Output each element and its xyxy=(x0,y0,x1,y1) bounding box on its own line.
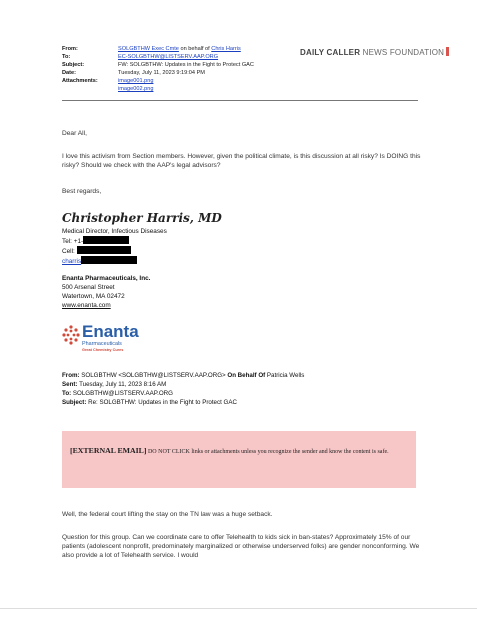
forwarded-sent-row xyxy=(62,381,166,390)
signature-title: Medical Director, Infectious Diseases xyxy=(62,228,167,235)
redaction-email xyxy=(81,256,137,264)
header-subject-row xyxy=(62,62,254,69)
signature-cell: Cell: xyxy=(62,248,77,255)
logo-mark-icon xyxy=(446,47,449,56)
fwd-sent-value: Tuesday, July 11, 2023 8:16 AM xyxy=(77,381,167,388)
external-email-text xyxy=(70,447,400,456)
header-to-row xyxy=(62,54,218,61)
fwd-to-label: To: xyxy=(62,390,72,397)
attachment-link-1[interactable]: image001.png xyxy=(118,78,154,84)
from-behalf-text: on behalf of xyxy=(178,46,212,52)
external-email-banner xyxy=(62,431,416,488)
external-email-warning: DO NOT CLICK links or attachments unless you recognize the sender and know the content is safe. xyxy=(146,449,389,455)
fwd-from-value: SOLGBTHW <SOLGBTHW@LISTSERV.AAP.ORG> xyxy=(79,372,228,379)
attachments-label: Attachments: xyxy=(62,78,98,84)
forwarded-to-row xyxy=(62,390,173,399)
signature-street: 500 Arsenal Street xyxy=(62,284,115,291)
fwd-behalf-label: On Behalf Of xyxy=(227,372,266,379)
body-paragraph-1: I love this activism from Section members. However, given the political climate, is this discussion at all risky? Is DOING this risky? Should we check with the AAP's legal advisors? xyxy=(62,153,421,170)
signature-company: Enanta Pharmaceuticals, Inc. xyxy=(62,275,151,282)
logo-part1: DAILY CALLER xyxy=(300,48,361,57)
date-value: Tuesday, July 11, 2023 9:19:04 PM xyxy=(118,70,205,76)
signature-cell-row xyxy=(62,246,131,256)
header-from-row xyxy=(62,46,241,53)
signature-tel-row xyxy=(62,236,129,246)
redaction-cell xyxy=(77,246,131,254)
signature-name: Christopher Harris, MD xyxy=(62,211,222,225)
fwd-subject-label: Subject: xyxy=(62,399,87,406)
fwd-to-value: SOLGBTHW@LISTSERV.AAP.ORG xyxy=(71,390,173,397)
header-attachments-row-2 xyxy=(62,86,153,93)
from-sender-link[interactable]: SOLGBTHW Exec Cmte xyxy=(118,46,179,52)
forwarded-from-row xyxy=(62,372,304,381)
to-label: To: xyxy=(62,54,71,60)
fwd-sent-label: Sent: xyxy=(62,381,78,388)
from-label: From: xyxy=(62,46,78,52)
header-date-row xyxy=(62,70,205,77)
to-address-link[interactable]: EC-SOLGBTHW@LISTSERV.AAP.ORG xyxy=(118,54,219,60)
external-email-strong: [EXTERNAL EMAIL] xyxy=(70,446,147,455)
page-bottom-divider xyxy=(0,608,477,609)
header-divider xyxy=(62,100,418,101)
redaction-tel xyxy=(83,236,129,244)
fwd-behalf-value: Patricia Wells xyxy=(265,372,305,379)
header-attachments-row xyxy=(62,78,153,85)
signature-city: Watertown, MA 02472 xyxy=(62,293,125,300)
enanta-logo-tag: Great Chemistry Cures xyxy=(82,348,124,352)
subject-value: FW: SOLGBTHW: Updates in the Fight to Protect GAC xyxy=(118,62,254,68)
greeting: Dear All, xyxy=(62,130,87,137)
forwarded-subject-row xyxy=(62,399,237,408)
closing: Best regards, xyxy=(62,188,102,195)
logo-part2: NEWS FOUNDATION xyxy=(360,48,445,57)
subject-label: Subject: xyxy=(62,62,85,68)
date-label: Date: xyxy=(62,70,76,76)
from-name-link[interactable]: Chris Harris xyxy=(211,46,241,52)
fwd-subject-value: Re: SOLGBTHW: Updates in the Fight to Protect GAC xyxy=(86,399,237,406)
enanta-logo-sub: Pharmaceuticals xyxy=(82,341,122,347)
enanta-logo-name: Enanta xyxy=(82,322,139,341)
signature-website-link[interactable]: www.enanta.com xyxy=(62,302,111,309)
signature-tel: Tel: +1- xyxy=(62,238,84,245)
enanta-logo-icon xyxy=(62,325,80,345)
signature-email-row xyxy=(62,256,137,266)
attachment-link-2[interactable]: image002.png xyxy=(118,86,154,92)
body2-paragraph-2: Question for this group. Can we coordinate care to offer Telehealth to kids sick in ban-states? Approximately 15% of our patients (adolescent nonprofit, predominately marginalized or otherwise underserved folks) are gender nonconforming. We also provide a lot of Telehealth service. I would xyxy=(62,534,420,560)
daily-caller-logo xyxy=(300,47,449,57)
body2-paragraph-1: Well, the federal court lifting the stay on the TN law was a huge setback. xyxy=(62,511,273,518)
signature-email-link[interactable]: charris xyxy=(62,258,82,265)
fwd-from-label: From: xyxy=(62,372,80,379)
